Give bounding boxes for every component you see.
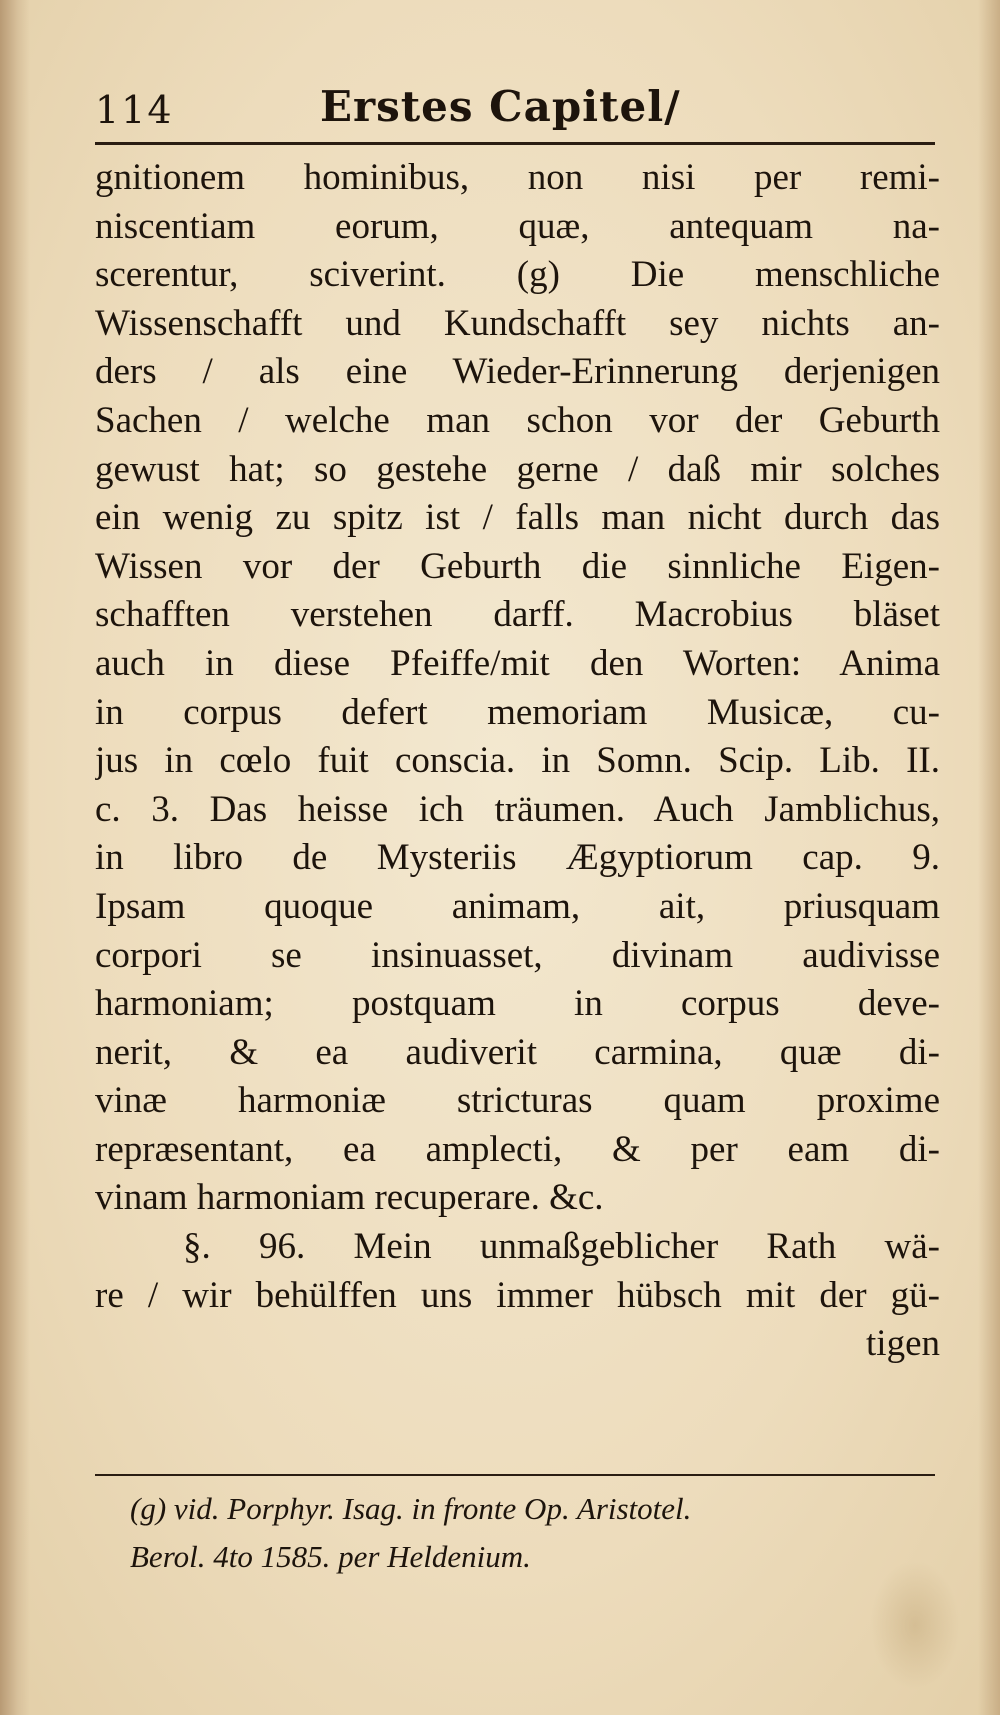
running-title: Erstes Capitel/: [320, 82, 681, 131]
text-line: ein wenig zu spitz ist / falls man nicht durch das: [95, 497, 940, 539]
text-line: jus in cœlo fuit conscia. in Somn. Scip. Lib. II.: [95, 740, 940, 782]
text-line: corpori se insinuasset, divinam audivisse: [95, 934, 940, 976]
text-line: Ipsam quoque animam, ait, priusquam: [95, 885, 940, 927]
page-gutter-shadow: [0, 0, 30, 1715]
header-rule: [95, 142, 935, 145]
text-line: c. 3. Das heisse ich träumen. Auch Jamblichus,: [95, 788, 940, 830]
text-line: repræsentant, ea amplecti, & per eam di-: [95, 1128, 940, 1170]
footnote-line: Berol. 4to 1585. per Heldenium.: [130, 1539, 531, 1574]
text-line: gnitionem hominibus, non nisi per remi-: [95, 157, 940, 198]
page-number: 114: [95, 88, 174, 132]
text-line: auch in diese Pfeiffe/mit den Worten: Anima: [95, 642, 940, 684]
text-line: Wissenschafft und Kundschafft sey nichts an-: [95, 302, 940, 344]
footnote-line: (g) vid. Porphyr. Isag. in fronte Op. Aristotel.: [130, 1491, 692, 1526]
catchword: tigen: [866, 1323, 940, 1365]
text-line: schafften verstehen darff. Macrobius bläset: [95, 594, 940, 636]
text-line: gewust hat; so gestehe gerne / daß mir solches: [95, 448, 940, 490]
footnote: [130, 1485, 920, 1581]
text-line: harmoniam; postquam in corpus deve-: [95, 983, 940, 1025]
text-line: scerentur, sciverint. (g) Die menschliche: [95, 254, 940, 296]
text-line: in libro de Mysteriis Ægyptiorum cap. 9.: [95, 837, 940, 879]
text-line: §. 96. Mein unmaßgeblicher Rath wä-: [183, 1226, 940, 1268]
text-line: Sachen / welche man schon vor der Geburth: [95, 399, 940, 441]
body-text: [95, 154, 940, 1369]
text-line: niscentiam eorum, quæ, antequam na-: [95, 205, 940, 247]
text-line: in corpus defert memoriam Musicæ, cu-: [95, 691, 940, 733]
text-line: re / wir behülffen uns immer hübsch mit der gü-: [95, 1274, 940, 1316]
page-header: [95, 82, 935, 142]
text-line: ders / als eine Wieder-Erinnerung derjenigen: [95, 351, 940, 393]
text-line: vinam harmoniam recuperare. &c.: [95, 1177, 604, 1219]
footnote-rule: [95, 1474, 935, 1476]
text-line: vinæ harmoniæ stricturas quam proxime: [95, 1080, 940, 1122]
text-line: nerit, & ea audiverit carmina, quæ di-: [95, 1031, 940, 1073]
page-edge-shadow: [978, 0, 1000, 1715]
text-line: Wissen vor der Geburth die sinnliche Eigen-: [95, 545, 940, 587]
